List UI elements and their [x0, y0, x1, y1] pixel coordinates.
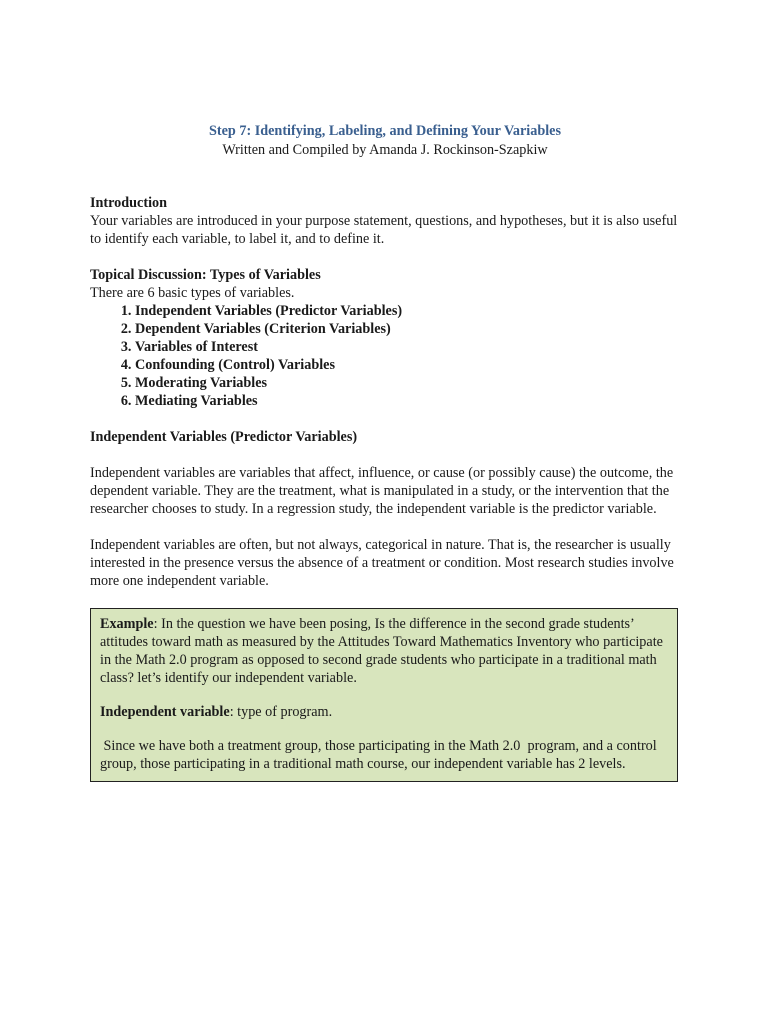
independent-paragraph-1: Independent variables are variables that affect, influence, or cause (or possibly cause) the outcome, the dependent variable. They are the treatment, what is manipulated in a study, or the intervention that the researcher chooses to study. In a regression study, the independent variable is the predictor variable. — [90, 465, 674, 517]
topical-intro: There are 6 basic types of variables. — [90, 285, 295, 301]
list-item: 5. Moderating Variables — [135, 374, 680, 392]
document-title: Step 7: Identifying, Labeling, and Defining Your Variables — [209, 123, 561, 139]
list-item: 1. Independent Variables (Predictor Variables) — [135, 302, 680, 320]
list-item: 3. Variables of Interest — [135, 338, 680, 356]
independent-variable-label: Independent variable — [100, 704, 230, 720]
independent-variable-text: : type of program. — [229, 704, 333, 720]
example-closing-paragraph: Since we have both a treatment group, those participating in the Math 2.0 program, and a control group, those participating in a traditional math course, our independent variable has 2 levels. — [100, 738, 661, 772]
document-page — [90, 122, 680, 782]
document-byline: Written and Compiled by Amanda J. Rockinson-Szapkiw — [222, 142, 548, 158]
independent-heading: Independent Variables (Predictor Variables) — [90, 429, 358, 445]
independent-paragraph-2: Independent variables are often, but not always, categorical in nature. That is, the researcher is usually interested in the presence versus the absence of a treatment or condition. Most research studies involve more one independent variable. — [90, 537, 674, 589]
list-item: 2. Dependent Variables (Criterion Variables) — [135, 320, 680, 338]
list-item: 6. Mediating Variables — [135, 392, 680, 410]
independent-variable-paragraph — [100, 703, 667, 721]
list-item: 4. Confounding (Control) Variables — [135, 356, 680, 374]
introduction-heading: Introduction — [90, 195, 167, 211]
variable-types-list — [90, 302, 680, 410]
introduction-text: Your variables are introduced in your purpose statement, questions, and hypotheses, but it is also useful to identify each variable, to label it, and to define it. — [90, 213, 678, 247]
topical-heading: Topical Discussion: Types of Variables — [90, 267, 321, 283]
example-label: Example — [100, 616, 154, 632]
example-callout-box — [90, 608, 678, 782]
example-paragraph — [100, 615, 667, 687]
example-text: : In the question we have been posing, Is the difference in the second grade students’ attitudes toward math as measured by the Attitudes Toward Mathematics Inventory who participate in the Math 2.0 program as opposed to second grade students who participate in a traditional math class? let’s identify our independent variable. — [100, 616, 663, 686]
